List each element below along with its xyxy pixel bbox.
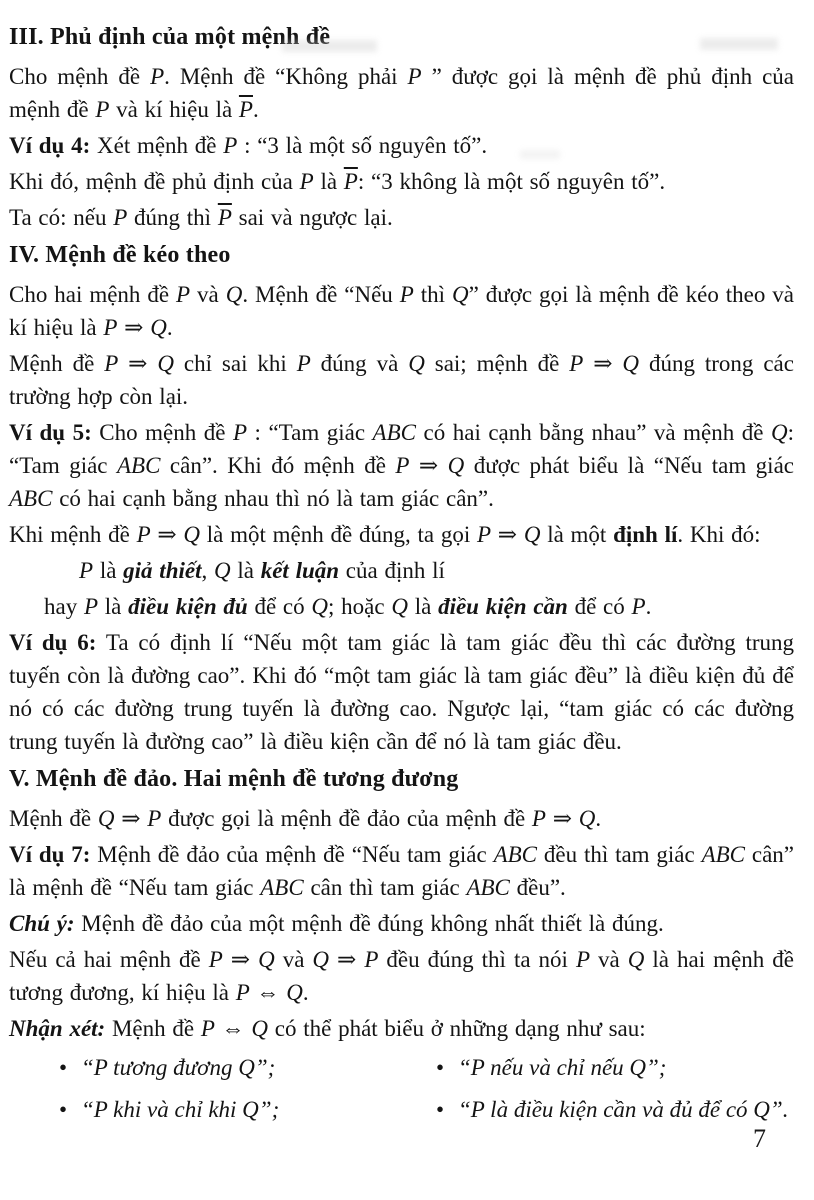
example-6: Ví dụ 6: Ta có định lí “Nếu một tam giác là tam giác đều thì các đường trung tuyến còn là đường cao”. Khi đó “một tam giác là tam giác đều” là điều kiện đủ để nó có các đường trung tuyến là đường cao. Ngược lại, “tam giác có các đường trung tuyến là đường cao” là điều kiện cần để nó là tam giác đều. <box>9 630 794 754</box>
page-number: 7 <box>753 1124 766 1153</box>
remark-nhan-xet: Nhận xét: Mệnh đề P ⇔ Q có thể phát biểu ở những dạng như sau: <box>9 1016 646 1041</box>
example-7: Ví dụ 7: Mệnh đề đảo của mệnh đề “Nếu tam giác ABC đều thì tam giác ABC cân” là mệnh đề “Nếu tam giác ABC cân thì tam giác ABC đều”. <box>9 842 794 900</box>
scan-artifact <box>520 150 560 159</box>
section-heading-v: V. Mệnh đề đảo. Hai mệnh đề tương đương <box>9 766 459 792</box>
scan-artifact <box>700 38 778 50</box>
line-sufficient-necessary: hay P là điều kiện đủ để có Q; hoặc Q là điều kiện cần để có P. <box>44 594 652 619</box>
example-4: Ví dụ 4: Xét mệnh đề P : “3 là một số nguyên tố”. <box>9 133 488 158</box>
section-heading-iv: IV. Mệnh đề kéo theo <box>9 242 231 268</box>
para-implication-definition: Cho hai mệnh đề P và Q. Mệnh đề “Nếu P thì Q” được gọi là mệnh đề kéo theo và kí hiệu là P ⇒ Q. <box>9 282 795 340</box>
para-negation-statement: Khi đó, mệnh đề phủ định của P là $\overline{P}$: “3 không là một số nguyên tố”. <box>9 169 666 194</box>
bullet-list <box>9 1051 794 1126</box>
para-equivalence: Nếu cả hai mệnh đề P ⇒ Q và Q ⇒ P đều đúng thì ta nói P và Q là hai mệnh đề tương đương, kí hiệu là P ⇔ Q. <box>9 947 794 1005</box>
bullet-item: • “P nếu và chỉ nếu Q”; <box>434 1051 794 1084</box>
scan-artifact <box>282 40 377 52</box>
note-chu-y: Chú ý: Mệnh đề đảo của một mệnh đề đúng không nhất thiết là đúng. <box>9 911 664 936</box>
example-5: Ví dụ 5: Cho mệnh đề P : “Tam giác ABC có hai cạnh bằng nhau” và mệnh đề Q: “Tam giác ABC cân”. Khi đó mệnh đề P ⇒ Q được phát biểu là “Nếu tam giác ABC có hai cạnh bằng nhau thì nó là tam giác cân”. <box>9 420 794 511</box>
para-converse-definition: Mệnh đề Q ⇒ P được gọi là mệnh đề đảo của mệnh đề P ⇒ Q. <box>9 806 602 831</box>
bullet-item: • “P tương đương Q”; <box>57 1051 434 1084</box>
line-hypothesis-conclusion: P là giả thiết, Q là kết luận của định lí <box>79 558 445 583</box>
para-implication-truth: Mệnh đề P ⇒ Q chỉ sai khi P đúng và Q sai; mệnh đề P ⇒ Q đúng trong các trường hợp còn lại. <box>9 351 794 409</box>
bullet-item: • “P khi và chỉ khi Q”; <box>57 1093 434 1126</box>
section-heading-iii: III. Phủ định của một mệnh đề <box>9 24 331 50</box>
para-negation-truth: Ta có: nếu P đúng thì $\overline{P}$ sai và ngược lại. <box>9 205 393 230</box>
para-negation-definition: Cho mệnh đề P. Mệnh đề “Không phải P ” được gọi là mệnh đề phủ định của mệnh đề P và kí hiệu là $\overline{P}$. <box>9 64 794 122</box>
bullet-item: • “P là điều kiện cần và đủ để có Q”. <box>434 1093 794 1126</box>
para-theorem: Khi mệnh đề P ⇒ Q là một mệnh đề đúng, ta gọi P ⇒ Q là một định lí. Khi đó: <box>9 522 761 547</box>
